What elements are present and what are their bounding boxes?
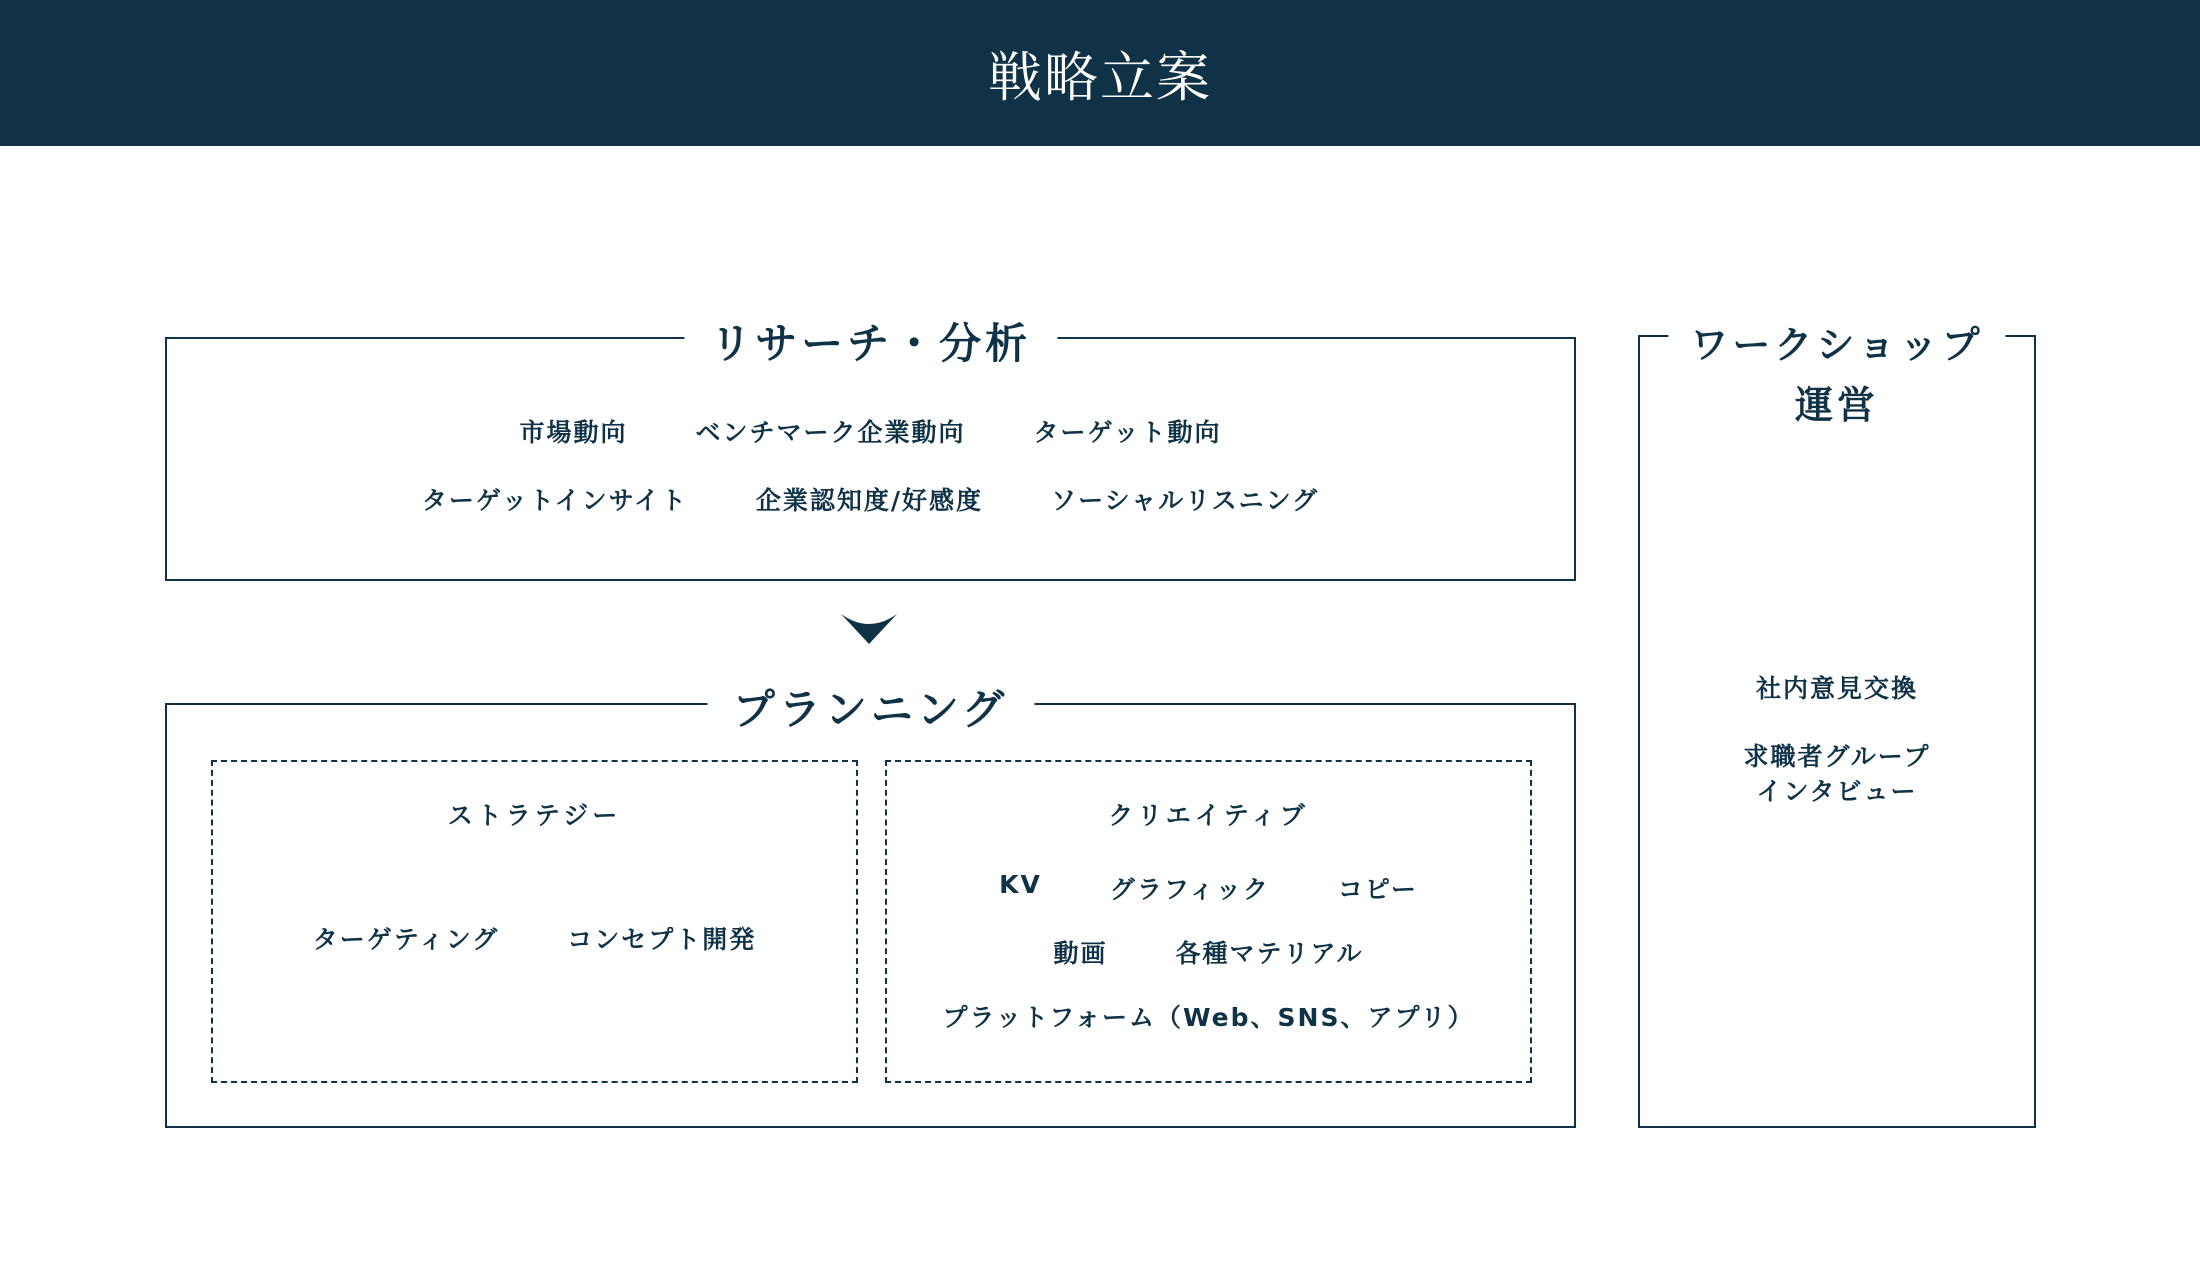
creative-item: コピー bbox=[1337, 875, 1418, 904]
workshop-item bbox=[1640, 739, 2034, 809]
workshop-item-line-2: インタビュー bbox=[1756, 777, 1918, 806]
page-title: 戦略立案 bbox=[988, 45, 1212, 109]
strategy-title: ストラテジー bbox=[447, 801, 622, 830]
workshop-box bbox=[1638, 323, 2036, 1128]
research-item: ターゲットインサイト bbox=[421, 486, 688, 515]
creative-title: クリエイティブ bbox=[1108, 801, 1309, 830]
strategy-item: コンセプト開発 bbox=[567, 925, 757, 954]
creative-row-2 bbox=[887, 934, 1530, 970]
workshop-item-line-1: 求職者グループ bbox=[1743, 742, 1931, 771]
creative-row-1 bbox=[887, 870, 1530, 906]
research-row-2 bbox=[167, 481, 1574, 517]
planning-box bbox=[165, 685, 1576, 1128]
creative-box bbox=[885, 760, 1532, 1083]
workshop-title-line-1: ワークショップ bbox=[1690, 323, 1984, 367]
strategy-item: ターゲティング bbox=[312, 925, 500, 954]
creative-item: 動画 bbox=[1053, 939, 1108, 968]
workshop-title bbox=[1668, 315, 2005, 435]
research-item: ソーシャルリスニング bbox=[1051, 486, 1320, 515]
creative-item: プラットフォーム（Web、SNS、アプリ） bbox=[942, 1003, 1475, 1032]
page-header bbox=[0, 0, 2200, 146]
creative-item: KV bbox=[999, 870, 1042, 899]
research-analysis-box bbox=[165, 319, 1576, 581]
research-item: ターゲット動向 bbox=[1033, 418, 1222, 447]
workshop-title-line-2: 運営 bbox=[1794, 383, 1879, 427]
strategy-row bbox=[213, 920, 856, 956]
planning-title: プランニング bbox=[707, 677, 1034, 737]
research-title: リサーチ・分析 bbox=[684, 311, 1057, 371]
research-row-1 bbox=[167, 413, 1574, 449]
creative-item: 各種マテリアル bbox=[1175, 939, 1364, 968]
flow-down-arrow-icon bbox=[839, 612, 899, 646]
creative-item: グラフィック bbox=[1109, 875, 1270, 904]
research-item: 企業認知度/好感度 bbox=[755, 486, 984, 515]
workshop-item: 社内意見交換 bbox=[1755, 674, 1918, 703]
research-item: 市場動向 bbox=[519, 418, 628, 447]
strategy-box bbox=[211, 760, 858, 1083]
research-item: ベンチマーク企業動向 bbox=[695, 418, 966, 447]
creative-row-3 bbox=[887, 998, 1530, 1034]
